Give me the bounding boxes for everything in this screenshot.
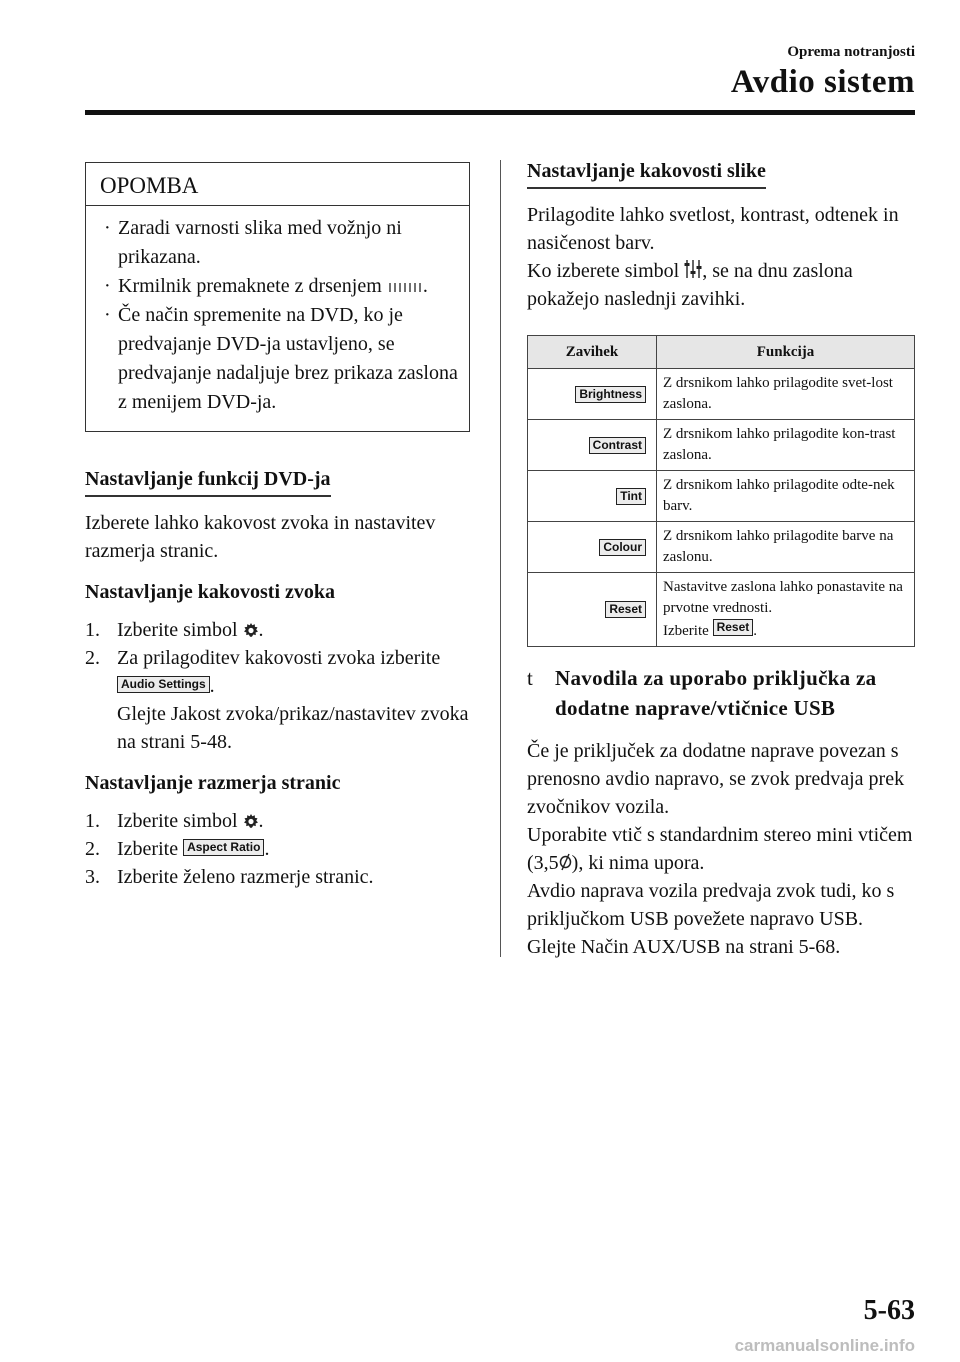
gear-icon (243, 622, 259, 638)
aspect-ratio-button[interactable]: Aspect Ratio (183, 839, 264, 856)
note-list (86, 214, 469, 417)
aux-heading (527, 663, 915, 723)
diameter-icon (559, 853, 572, 871)
aux-paragraph-2a: Uporabite vtič s standardnim stereo mini vtičem (3,5 (527, 824, 913, 874)
aux-heading-text: Navodila za uporabo priključka za dodatne naprave/vtičnice USB (555, 666, 877, 720)
aux-paragraph-3: Avdio naprava vozila predvaja zvok tudi, ko s priključkom USB povežete napravo USB. (527, 880, 895, 930)
step-number: 1. (85, 810, 100, 832)
picture-intro-2b: , se na dnu zaslona pokažejo naslednji zavihki. (527, 260, 853, 310)
note-box (85, 162, 470, 432)
right-column (527, 160, 915, 961)
table-row (528, 369, 915, 420)
aux-paragraph-2 (527, 821, 915, 877)
left-column (85, 162, 470, 891)
table-cell-desc: Z drsnikom lahko prilagodite barve na zaslonu. (657, 522, 915, 573)
table-cell-tab (528, 573, 657, 647)
reset-desc: Nastavitve zaslona lahko ponastavite na prvotne vrednosti. (663, 579, 903, 616)
section-heading-picture: Nastavljanje kakovosti slike (527, 160, 766, 189)
picture-intro-2a: Ko izberete simbol (527, 260, 680, 282)
step-end: . (258, 810, 264, 832)
note-title: OPOMBA (100, 173, 199, 198)
picture-intro: Prilagodite lahko svetlost, kontrast, odtenek in nasičenost barv. (527, 204, 899, 254)
dvd-intro: Izberete lahko kakovost zvoka in nastavitev razmerja stranic. (85, 512, 436, 562)
brightness-tab-button[interactable]: Brightness (575, 386, 646, 403)
reset-instruction (663, 619, 908, 642)
subheading-sound: Nastavljanje kakovosti zvoka (85, 581, 336, 603)
step-text: Izberite simbol (117, 810, 238, 832)
table-cell-desc (657, 573, 915, 647)
table-cell-tab (528, 522, 657, 573)
table-row (528, 573, 915, 647)
section-marker: t (527, 666, 534, 690)
table-cell-tab (528, 369, 657, 420)
picture-intro-2 (527, 257, 915, 313)
reset-instruction-end: . (753, 623, 757, 639)
step-end: . (258, 619, 264, 641)
aux-paragraph-1: Če je priključek za dodatne naprave povezan s prenosno avdio napravo, se zvok predvaja prek zvočnikov vozila. (527, 740, 905, 818)
note-item (104, 272, 459, 301)
note-bullet: · (104, 275, 111, 297)
step-text: Izberite (117, 838, 179, 860)
watermark: carmanualsonline.info (734, 1336, 915, 1355)
aux-paragraph-2b: ), ki nima upora. (571, 852, 705, 874)
step-number: 2. (85, 838, 100, 860)
audio-settings-button[interactable]: Audio Settings (117, 676, 210, 693)
table-header: Zavihek (528, 336, 657, 369)
step-number: 3. (85, 866, 100, 888)
table-cell-tab (528, 420, 657, 471)
aux-paragraph-4: Glejte Način AUX/USB na strani 5-68. (527, 936, 841, 958)
reset-button[interactable]: Reset (713, 619, 754, 636)
table-row (528, 522, 915, 573)
tint-tab-button[interactable]: Tint (616, 488, 646, 505)
sound-step-1 (85, 616, 470, 644)
contrast-tab-button[interactable]: Contrast (589, 437, 646, 454)
step-number: 2. (85, 647, 100, 669)
table-cell-desc: Z drsnikom lahko prilagodite svet-lost zaslona. (657, 369, 915, 420)
note-bullet: · (104, 217, 111, 239)
table-cell-tab (528, 471, 657, 522)
note-item-text: Zaradi varnosti slika med vožnjo ni prikazana. (118, 217, 402, 268)
step-text: Izberite simbol (117, 619, 238, 641)
step-number: 1. (85, 619, 100, 641)
page-number: 5-63 (863, 1295, 915, 1326)
note-item (104, 214, 459, 272)
colour-tab-button[interactable]: Colour (599, 539, 646, 556)
reset-tab-button[interactable]: Reset (605, 601, 646, 618)
aspect-step-3 (85, 863, 470, 891)
note-rule (86, 205, 469, 206)
table-header: Funkcija (657, 336, 915, 369)
note-bullet: · (104, 304, 111, 326)
note-item-text: Krmilnik premaknete z drsenjem (118, 275, 382, 297)
step-end: . (209, 675, 215, 697)
table-row (528, 471, 915, 522)
table-cell-desc: Z drsnikom lahko prilagodite kon-trast zaslona. (657, 420, 915, 471)
tabs-table (527, 335, 915, 647)
note-item (104, 301, 459, 417)
aspect-step-1 (85, 807, 470, 835)
table-cell-desc: Z drsnikom lahko prilagodite odte-nek barv. (657, 471, 915, 522)
column-divider (500, 160, 501, 957)
step-reference: Glejte Jakost zvoka/prikaz/nastavitev zvoka na strani 5-48. (117, 703, 469, 753)
equalizer-icon (684, 259, 702, 279)
step-text: Za prilagoditev kakovosti zvoka izberite (117, 647, 441, 669)
section-heading-dvd: Nastavljanje funkcij DVD-ja (85, 468, 331, 497)
table-header-row (528, 336, 915, 369)
header-section: Oprema notranjosti (787, 44, 915, 60)
gear-icon (243, 813, 259, 829)
aspect-step-2 (85, 835, 470, 863)
table-row (528, 420, 915, 471)
step-text: Izberite želeno razmerje stranic. (117, 866, 374, 888)
header-rule (85, 110, 915, 115)
reset-instruction-text: Izberite (663, 623, 709, 639)
subheading-aspect: Nastavljanje razmerja stranic (85, 772, 341, 794)
note-item-text: Če način spremenite na DVD, ko je predvajanje DVD-ja ustavljeno, se predvajanje nadaljuje brez prikaza zaslona z menijem DVD-ja. (118, 304, 458, 413)
slider-icon (387, 280, 423, 294)
page-title: Avdio sistem (730, 64, 915, 100)
note-item-end: . (422, 275, 428, 297)
sound-step-2 (85, 644, 470, 756)
step-end: . (264, 838, 270, 860)
